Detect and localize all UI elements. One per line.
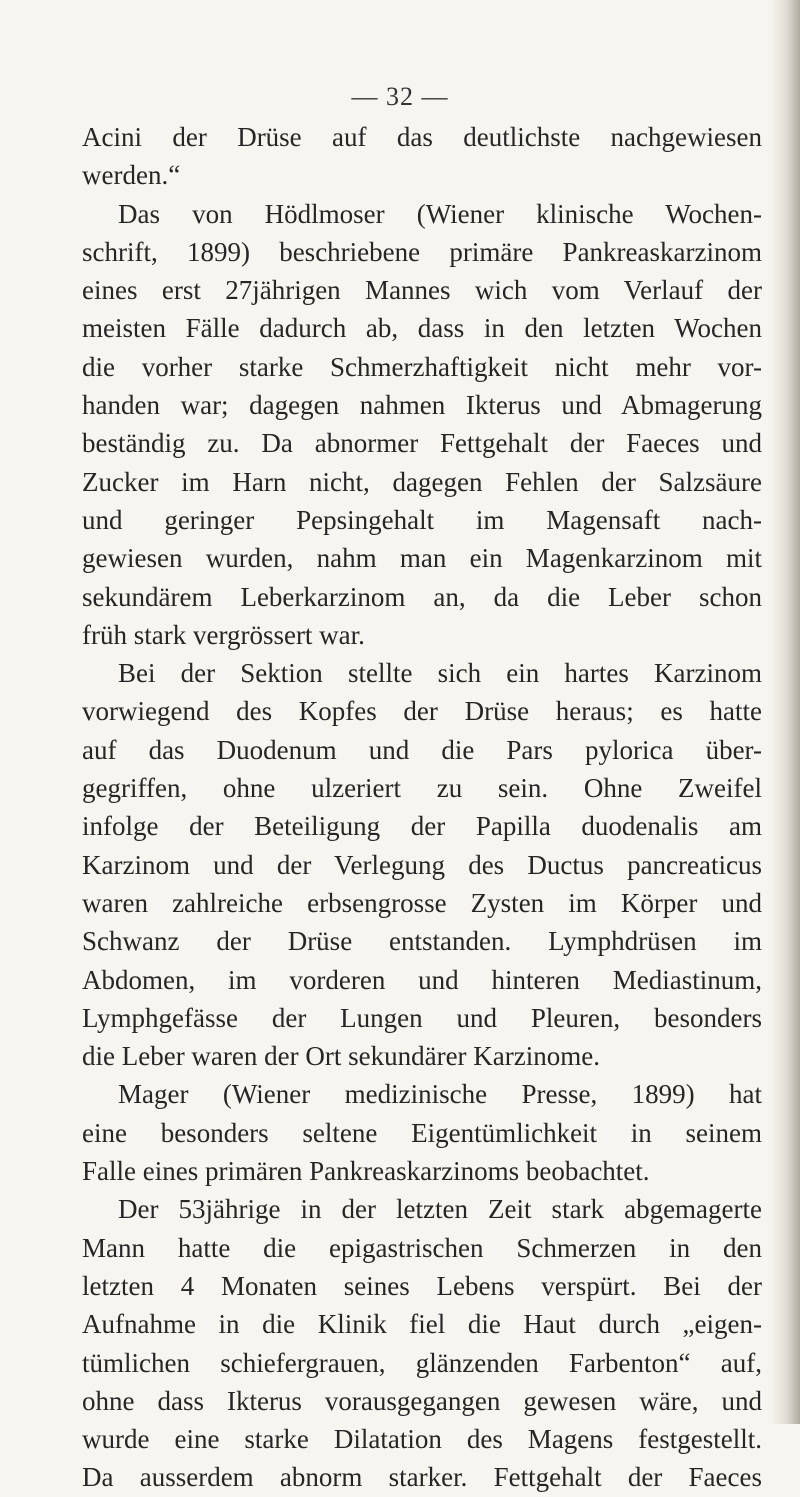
text-line: vorwiegend des Kopfes der Drüse heraus; es hatte — [82, 696, 762, 727]
text-line: Aufnahme in die Klinik fiel die Haut durch „eigen- — [82, 1309, 762, 1340]
text-line: früh stark vergrössert war. — [82, 619, 365, 650]
text-line: Acini der Drüse auf das deutlichste nachgewiesen — [82, 122, 762, 152]
text-line: und geringer Pepsingehalt im Magensaft nach- — [82, 504, 762, 535]
text-line: Schwanz der Drüse entstanden. Lymphdrüsen im — [82, 926, 762, 957]
paragraph — [82, 195, 762, 655]
text-line: gegriffen, ohne ulzeriert zu sein. Ohne Zweifel — [82, 773, 762, 804]
text-line: Das von Hödlmoser (Wiener klinische Wochen- — [118, 198, 762, 229]
text-line: sekundärem Leberkarzinom an, da die Leber schon — [82, 581, 762, 612]
text-line: Falle eines primären Pankreaskarzinoms beobachtet. — [82, 1156, 650, 1187]
text-line: Da ausserdem abnorm starker. Fettgehalt der Faeces — [82, 1462, 762, 1493]
text-line: werden.“ — [82, 160, 181, 191]
text-line: Der 53jährige in der letzten Zeit stark abgemagerte — [118, 1194, 762, 1225]
text-line: waren zahlreiche erbsengrosse Zysten im Körper und — [82, 887, 762, 918]
text-line: Mager (Wiener medizinische Presse, 1899) hat — [118, 1079, 762, 1110]
paragraph — [82, 654, 762, 1075]
text-line: Bei der Sektion stellte sich ein hartes Karzinom — [118, 658, 762, 689]
page-body-text — [82, 118, 762, 1497]
text-line: die vorher starke Schmerzhaftigkeit nicht mehr vor- — [82, 351, 762, 382]
page-number: — 32 — — [351, 82, 449, 111]
text-line: Abdomen, im vorderen und hinteren Mediastinum, — [82, 964, 762, 995]
text-line: meisten Fälle dadurch ab, dass in den letzten Wochen — [82, 313, 762, 344]
text-line: eines erst 27jährigen Mannes wich vom Verlauf der — [82, 275, 762, 306]
paragraph — [82, 118, 762, 195]
text-line: Lymphgefässe der Lungen und Pleuren, besonders — [82, 1002, 762, 1033]
text-line: schrift, 1899) beschriebene primäre Pankreaskarzinom — [82, 236, 762, 267]
text-line: wurde eine starke Dilatation des Magens festgestellt. — [82, 1424, 762, 1455]
text-line: ohne dass Ikterus vorausgegangen gewesen wäre, und — [82, 1385, 762, 1416]
text-line: tümlichen schiefergrauen, glänzenden Farbenton“ auf, — [82, 1347, 762, 1378]
text-line: beständig zu. Da abnormer Fettgehalt der Faeces und — [82, 428, 762, 459]
text-line: die Leber waren der Ort sekundärer Karzinome. — [82, 1041, 600, 1072]
text-line: auf das Duodenum und die Pars pylorica über- — [82, 734, 762, 765]
text-line: eine besonders seltene Eigentümlichkeit in seinem — [82, 1117, 762, 1148]
text-line: handen war; dagegen nahmen Ikterus und Abmagerung — [82, 390, 762, 421]
paragraph — [82, 1075, 762, 1190]
page-edge-shadow — [770, 0, 800, 1424]
text-line: Zucker im Harn nicht, dagegen Fehlen der Salzsäure — [82, 466, 762, 497]
text-line: Karzinom und der Verlegung des Ductus pancreaticus — [82, 849, 762, 880]
paragraph — [82, 1190, 762, 1496]
text-line: letzten 4 Monaten seines Lebens verspürt. Bei der — [82, 1270, 762, 1301]
text-line: gewiesen wurden, nahm man ein Magenkarzinom mit — [82, 543, 762, 574]
text-line: infolge der Beteiligung der Papilla duodenalis am — [82, 811, 762, 842]
text-line: Mann hatte die epigastrischen Schmerzen in den — [82, 1232, 762, 1263]
